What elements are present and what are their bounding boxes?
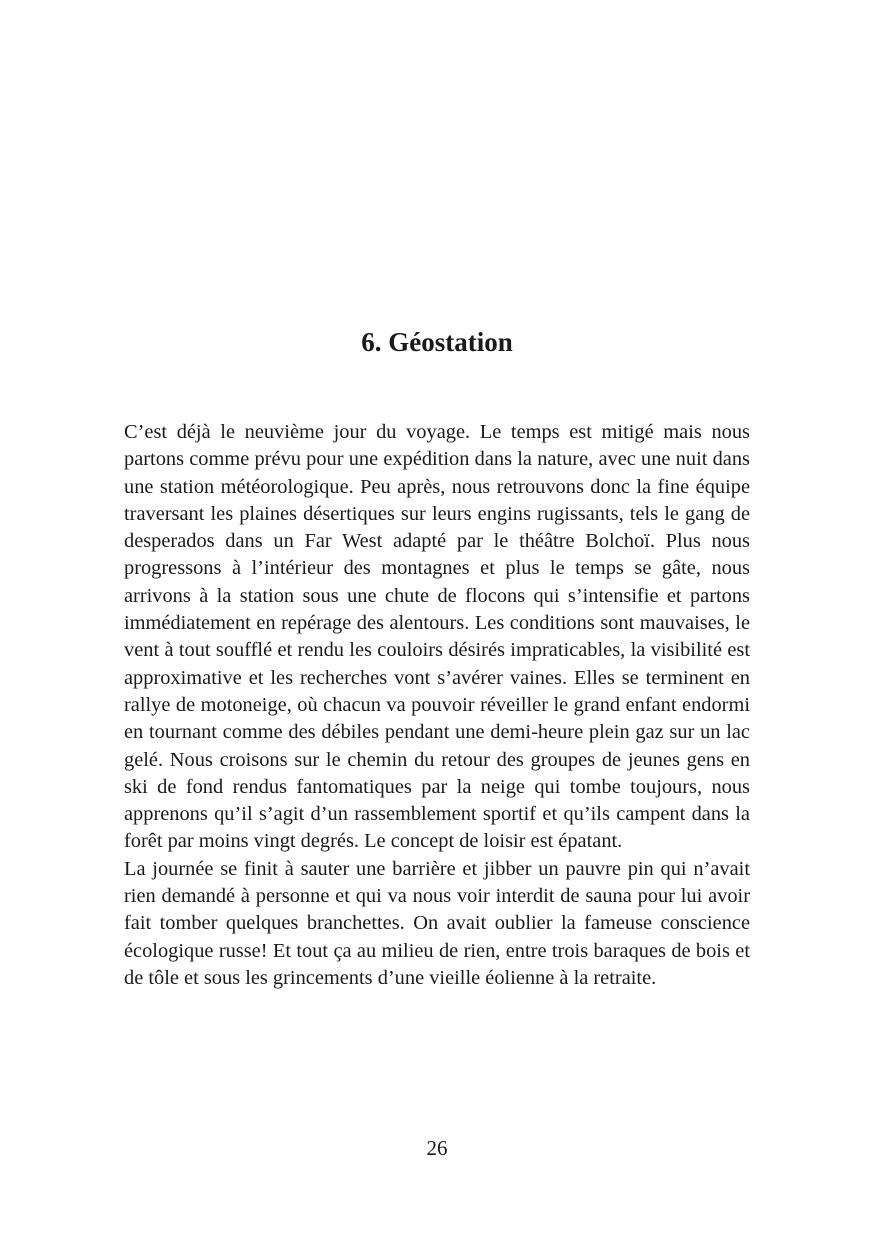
page-number: 26 (426, 1136, 448, 1160)
paragraph-1: C’est déjà le neuvième jour du voyage. Le temps est mitigé mais nous partons comme prévu pour une expédition dans la nature, avec une nuit dans une station météorologique. Peu après, nous retrouvons donc la fine équipe traversant les plaines désertiques sur leurs engins rugissants, tels le gang de desperados dans un Far West adapté par le théâtre Bolchoï. Plus nous progressons à l’intérieur des montagnes et plus le temps se gâte, nous arrivons à la station sous une chute de flocons qui s’intensifie et partons immédiatement en repérage des alentours. Les conditions sont mauvaises, le vent à tout soufflé et rendu les couloirs désirés impraticables, la visibilité est approximative et les recherches vont s’avérer vaines. Elles se terminent en rallye de motoneige, où chacun va pouvoir réveiller le grand enfant endormi en tournant comme des débiles pendant une demi-heure plein gaz sur un lac gelé. Nous croisons sur le chemin du retour des groupes de jeunes gens en ski de fond rendus fantomatiques par la neige qui tombe toujours, nous apprenons qu’il s’agit d’un rassemblement sportif et qu’ils campent dans la forêt par moins vingt degrés. Le concept de loisir est épatant. (124, 421, 750, 853)
chapter-title: 6. Géostation (361, 327, 513, 357)
chapter-body (124, 419, 750, 992)
paragraph-2: La journée se finit à sauter une barrière et jibber un pauvre pin qui n’avait rien demandé à personne et qui va nous voir interdit de sauna pour lui avoir fait tomber quelques branchettes. On avait oublier la fameuse conscience écologique russe! Et tout ça au milieu de rien, entre trois baraques de bois et de tôle et sous les grincements d’une vieille éolienne à la retraite. (124, 857, 750, 989)
